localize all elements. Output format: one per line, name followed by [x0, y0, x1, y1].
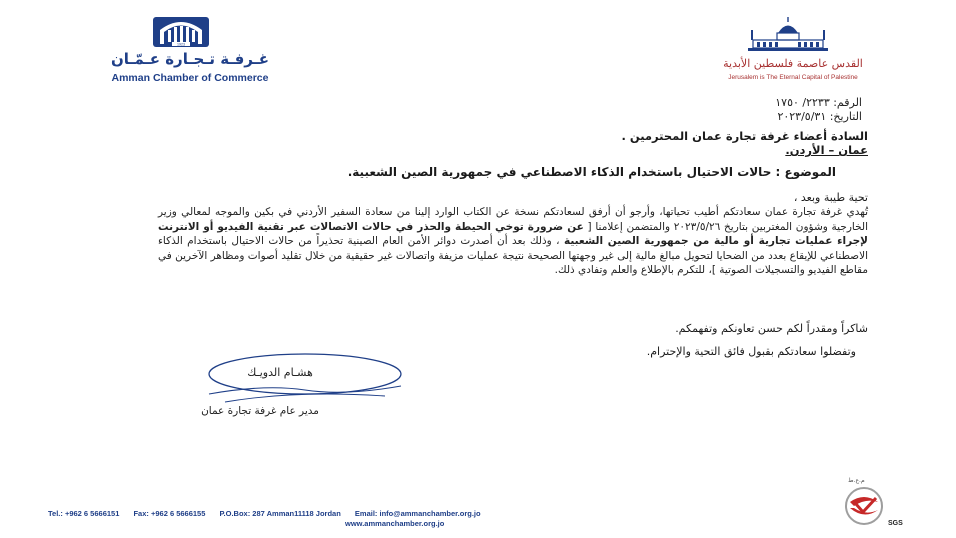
greeting: تحية طيبة وبعد ، [793, 191, 868, 204]
body-part-2: ، وذلك بعد أن أصدرت دوائر الأمن العام الصينية تحذيراً من حالات الاحتيال باستخدام الذكاء الاصطناعي للإيقاع بعدد من الضحايا لتحويل مبالغ مالية إلى غير وجهتها الصحيحة نتيجة عمليات مزيفة واتصالات غير حقيقية من خلال تقليد أصوات ومظاهر الآخرين في مقاطع الفيديو والتسجيلات الصوتية ]، للتكرم بالإطلاع والعلم وتفادي ذلك. [158, 235, 868, 277]
sgs-certification-icon [836, 484, 916, 530]
jerusalem-english-text: Jerusalem is The Eternal Capital of Palestine [728, 74, 858, 81]
thanks-line: شاكراً ومقدراً لكم حسن تعاونكم وتفهمكم. [675, 322, 868, 335]
addressee: السادة أعضاء غرفة تجارة عمان المحترمين . [621, 129, 868, 143]
reference-number: الرقم: ٢٢٣٣/ ١٧٥٠ [775, 96, 862, 109]
jerusalem-arabic-text: القدس عاصمة فلسطين الأبدية [723, 57, 863, 70]
footer-tel: Tel.: +962 6 5666151 [48, 509, 120, 518]
chamber-english-name: Amman Chamber of Commerce [111, 72, 269, 84]
footer-website[interactable]: www.ammanchamber.org.jo [345, 519, 445, 528]
chamber-emblem-icon [152, 16, 210, 48]
sgs-label: SGS [888, 520, 903, 527]
closing-line: وتفضلوا سعادتكم بقبول فائق التحية والإحترام. [646, 345, 856, 358]
signature-stroke-icon [205, 350, 405, 410]
letter-body [158, 205, 868, 278]
footer-email[interactable]: Email: info@ammanchamber.org.jo [354, 509, 481, 518]
body-bold-warning: عن ضرورة توخي الحيطة والحذر في حالات الاتصالات عبر تقنية الفيديو أو الانترنت لإجراء عمليات تجارية أو مالية من جمهورية الصين الشعبية [158, 220, 868, 248]
letter-subject: الموضوع : حالات الاحتيال باستخدام الذكاء الاصطناعي في جمهورية الصين الشعبية. [347, 165, 836, 179]
certification-note: م.ع.ط [848, 477, 865, 484]
reference-date: التاريخ: ٢٠٢٣/٥/٣١ [777, 110, 862, 123]
footer-pobox: P.O.Box: 287 Amman11118 Jordan [219, 509, 341, 518]
amman-chamber-logo [60, 14, 320, 84]
body-part-1: تُهدي غرفة تجارة عمان سعادتكم أطيب تحياتها، وأرجو أن أرفق لسعادتكم نسخة عن الكتاب الوارد إلينا من سعادة السفير الأردني في بكين والموجه لمعالي وزير الخارجية وشؤون المغتربين بتاريخ ٢٠٢٣/٥/٢٦ والمتضمن إعلامنا [ [158, 206, 868, 233]
signatory-name: هشـام الدويـك [247, 366, 313, 379]
footer-contact [48, 509, 808, 518]
jerusalem-dome-icon [743, 16, 833, 56]
jerusalem-logo [688, 14, 898, 84]
chamber-arabic-name: غـرفـة تـجـارة عـمّـان [110, 50, 269, 68]
signatory-title: مدير عام غرفة تجارة عمان [201, 405, 319, 417]
footer-fax: Fax: +962 6 5666155 [133, 509, 206, 518]
emblem-year: 1923 [177, 42, 185, 47]
footer-divider [52, 507, 802, 508]
addressee-location: عمان – الأردن. [785, 143, 868, 157]
